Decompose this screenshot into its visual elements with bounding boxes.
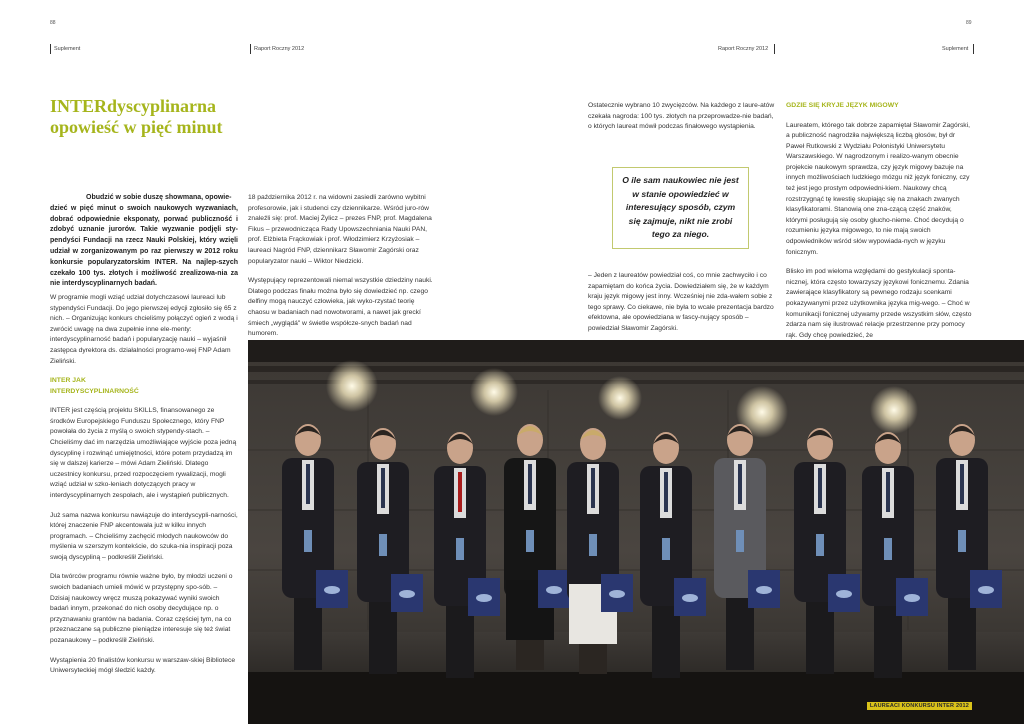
paragraph: Występujący reprezentowali niemal wszystkie dziedziny nauki. Dlatego podczas finału można było się dowiedzieć np. czego delfiny mogą nauczyć człowieka, jak wyko-rzystać teorię chaosu w badaniach nad nowotworami, a nawet jak greckí śmiech „wyglądá" w świetle współcze-snych badań nad humorem. <box>248 277 433 338</box>
column-1 <box>50 293 238 686</box>
page-number-right: 89 <box>966 20 972 26</box>
column-2 <box>248 193 437 349</box>
column-3-bottom <box>588 271 776 344</box>
paragraph: Wystąpienia 20 finalistów konkursu w warszaw-skiej Bibliotece Uniwersyteckiej mógł śledzić każdy. <box>50 656 236 675</box>
lead-text: dzieć w pięć minut o swoich naukowych wyzwaniach, dobrać odpowiednie eksponaty, porwać publiczność i zdobyć uznanie jurorów. Takie wyzwanie podjęli sty-pendyści Fundacji na rzecz Nauki Polskiej, który wzięli udział w zorganizowanym po raz pierwszy w 2012 roku konkursie popularyzatorskim INTER. Na najlep-szych czekało 100 tys. złotych i możliwość zrealizowa-nia za nie interdyscyplinarnych badań. <box>50 204 238 288</box>
article-lead <box>50 193 238 290</box>
paragraph: Już sama nazwa konkursu nawiązuje do interdyscypli-narności, której znaczenie FNP akcentowała już w kilku innych programach. – Chcieliśmy zachęcić młodych naukowców do myślenia w szerszym kontekście, do szuka-nia inspiracji poza swoją dyscypliną – podkreślił Zieliński. <box>50 511 238 561</box>
header-divider <box>250 44 251 54</box>
header-divider <box>50 44 51 54</box>
paragraph: W programie mogli wziąć udział dotychczasowi laureaci lub stypendyści Fundacji. Do jego pierwszej edycji zgłosiło się 65 z nich. – Organizując konkurs chcieliśmy połączyć ogień z wodą i zwrócić uwagę na dwa zupełnie inne ele-menty: interdyscyplinarność badań i popularyzację nauki – wyjaśnił zastępca dyrektora ds. działalności programo-wej FNP Adam Zieliński. <box>50 294 238 365</box>
column-4 <box>786 101 974 339</box>
article-title <box>50 96 250 138</box>
header-section-left: Suplement <box>54 46 81 52</box>
paragraph: Blisko im pod wieloma względami do gestykulacji sponta-nicznej, która często towarzyszy językowi fonicznemu. Zdania zawierające klasyfikatory są pewnego rodzaju scenkami pokazywanymi przez użytkownika języka mig-wego. – Choć w komunikacji fonicznej używamy przede wszystkim słów, często zdarza nam się ilustrować relacje przestrzenne przy pomocy rąk. Gdy chcę powiedzieć, że <box>786 268 972 339</box>
subheading-line: INTERDYSCYPLINARNOŚĆ <box>50 387 139 395</box>
paragraph: Ostatecznie wybrano 10 zwycięzców. Na każdego z laure-atów czekała nagroda: 100 tys. złotych na przeprowadze-nie badań, o których laureat mówił podczas finałowego wystąpienia. <box>588 102 775 131</box>
page-number-left: 88 <box>50 20 56 26</box>
pull-quote: O ile sam naukowiec nie jest w stanie opowiedzieć w interesujący sposób, czym się zajmuje, nikt nie zrobi tego za niego. <box>612 167 749 249</box>
photo-caption: LAUREACI KONKURSU INTER 2012 <box>867 702 972 710</box>
header-divider <box>973 44 974 54</box>
header-report-right: Raport Roczny 2012 <box>718 46 769 52</box>
header-section-right: Suplement <box>942 46 969 52</box>
paragraph: Dla twórców programu równie ważne było, by młodzi uczeni o swoich badaniach umieli mówić w przystępny spo-sób. – Dzisiaj naukowcy wręcz muszą pokazywać wyniki swoich badań innym, przekonać do nich osoby decydujące np. o przyznawaniu grantów na badania. Coraz częściej tym, na co przeznaczane są publiczne pieniądze interesuje się też świat pozanaukowy – podkreślił Zieliński. <box>50 573 233 645</box>
subheading: GDZIE SIĘ KRYJE JĘZYK MIGOWY <box>786 102 899 109</box>
column-3-top <box>588 101 776 142</box>
laureates-photo <box>248 340 1024 724</box>
article-title-line: INTERdyscyplinarna <box>50 96 217 116</box>
paragraph: – Jeden z laureatów powiedział coś, co mnie zachwyciło i co zapamiętam do końca życia. Dowiedziałem się, że w każdym kraju język migowy jest inny. Wcześniej nie zda-wałem sobie z tego sprawy. Co ciekawe, nie była to wcale prezentacja bardzo efektowna, ale opowiedziana w fascy-nujący sposób – powiedział Sławomir Zagórski. <box>588 272 774 332</box>
header-report-left: Raport Roczny 2012 <box>254 46 305 52</box>
article-title-line: opowieść w pięć minut <box>50 117 223 137</box>
paragraph: INTER jest częścią projektu SKILLS, finansowanego ze środków Europejskiego Funduszu Społecznego, który FNP powołała do życia z myślą o swoich stypendy-stach. – Chcieliśmy dać im narzędzia umożliwiające wyjście poza jedną dyscyplinę i rozwinąć umiejętności, które potem przydadzą im się w dalszej karierze – mówi Adam Zieliński. Dlatego uczestnicy konkursu, przed rozpoczęciem rywalizacji, mogli wziąć udział w szko-leniach dotyczących pracy w interdyscyplinarnych zespołach, ale i wystąpień publicznych. <box>50 407 237 499</box>
subheading-line: INTER JAK <box>50 377 86 385</box>
paragraph: Laureatem, którego tak dobrze zapamiętał Sławomir Zagórski, a publiczność nagrodziła największą liczbą głosów, był dr Paweł Rutkowski z Wydziału Polonistyki Uniwersytetu Warszawskiego. W nagrodzonym i realizo-wanym obecnie projekcie naukowym sprawdza, czy język migowy bazuje na innych możliwościach ludzkiego mózgu niż język foniczny, czy też jest jego prostym odpowiedni-kiem. Naukowy chcą rozstrzygnąć tę kwestię skupiając się na znakach zwanych klasyfikatorami. Stanowią one zna-czącą część znaków, którymi posługują się osoby głucho-nieme. Choć decydują o rozumieniu języka migowego, to nie mają swoich odpowiedników wśród słów wypowiada-nych w języku fonicznym. <box>786 121 970 256</box>
lead-first-line: Obudzić w sobie duszę showmana, opowie- <box>86 194 232 201</box>
paragraph: 18 października 2012 r. na widowni zasiedli zarówno wybitni profesorowie, jak i studenci czy dziennikarze. Wśród juro-rów znaleźli się: prof. Maciej Żylicz – prezes FNP, prof. Magdalena Fikus – przewodnicząca Rady Upowszechniania Nauki PAN, prof. Elżbieta Frąckowiak i prof. Włodzimierz Krzyżosiak – laureaci Nagród FNP, dziennikarz Sławomir Zagórski oraz popularyzator nauki – Wiktor Niedzicki. <box>248 194 432 265</box>
group-photo-illustration <box>248 340 1024 724</box>
subheading <box>50 376 238 397</box>
header-divider <box>774 44 775 54</box>
